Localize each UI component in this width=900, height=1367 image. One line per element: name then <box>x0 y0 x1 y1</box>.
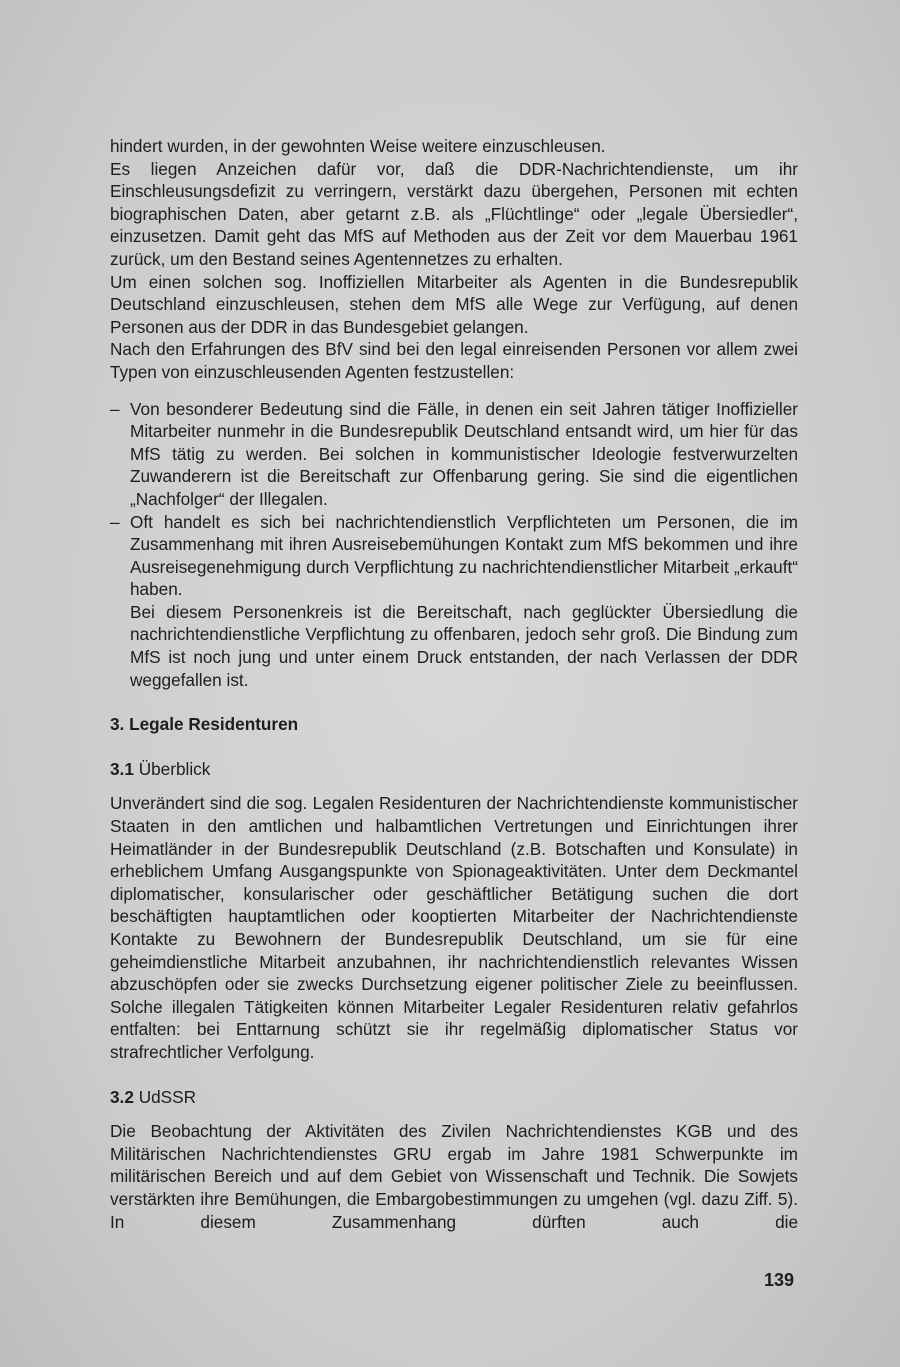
bullet-list <box>110 398 798 601</box>
subsection-title: UdSSR <box>138 1086 196 1107</box>
paragraph: Die Beobachtung der Aktivitäten des Zivilen Nachrichtendienstes KGB und des Militärischen Nachrichtendienstes GRU ergab im Jahre 1981 Schwerpunkte im militärischen Bereich und auf dem Gebiet von Wissenschaft und Technik. Die Sowjets verstärkten ihre Bemühungen, die Embargobestimmungen zu umgehen (vgl. dazu Ziff. 5). In diesem Zusammenhang dürften auch die <box>110 1121 798 1232</box>
list-followup-paragraph: Bei diesem Personenkreis ist die Bereitschaft, nach geglückter Übersiedlung die nachrichtendienstliche Verpflichtung zu offenbaren, jedoch sehr groß. Die Bindung zum MfS ist noch jung und unter einem Druck entstanden, der nach Verlassen der DDR weggefallen ist. <box>130 601 798 690</box>
list-item <box>110 398 798 511</box>
list-item-text: Oft handelt es sich bei nachrichtendienstlich Verpflichteten um Personen, die im Zusammenhang mit ihren Ausreisebemühungen Kontakt zum MfS bekommen und ihre Ausreisegenehmigung durch Verpflichtung zu nachrichtendienstlicher Mitarbeit „erkauft“ haben. <box>130 511 798 600</box>
dash-marker: – <box>110 398 120 419</box>
subsection-heading <box>110 758 798 781</box>
paragraph: Um einen solchen sog. Inoffiziellen Mitarbeiter als Agenten in die Bundesrepublik Deutschland einzuschleusen, stehen dem MfS alle Wege zur Verfügung, auf denen Personen aus der DDR in das Bundesgebiet gelangen. <box>110 271 798 337</box>
page-number: 139 <box>764 1270 795 1290</box>
page-body <box>110 135 798 1233</box>
paragraph: Es liegen Anzeichen dafür vor, daß die DDR-Nachrichtendienste, um ihr Einschleusungsdefizit zu verringern, verstärkt dazu übergehen, Personen mit echten biographischen Daten, aber getarnt z.B. als „Flüchtlinge“ oder „legale Übersiedler“, einzusetzen. Damit geht das MfS auf Methoden aus der Zeit vor dem Mauerbau 1961 zurück, um den Bestand seines Agentennetzes zu erhalten. <box>110 158 798 269</box>
subsection-number: 3.2 <box>110 1086 134 1107</box>
subsection-title: Überblick <box>138 758 211 779</box>
section-heading: 3. Legale Residenturen <box>110 714 299 735</box>
list-item-text: Von besonderer Bedeutung sind die Fälle, in denen ein seit Jahren tätiger Inoffizieller Mitarbeiter nunmehr in die Bundesrepublik Deutschland entsandt wird, um hier für das MfS tätig zu werden. Bei solchen in kommunistischer Ideologie festverwurzelten Zuwanderern ist die Bereitschaft zur Offenbarung gering. Sie sind die eigentlichen „Nachfolger“ der Illegalen. <box>130 398 798 509</box>
paragraph: hindert wurden, in der gewohnten Weise weitere einzuschleusen. <box>110 136 606 156</box>
subsection-heading <box>110 1086 798 1109</box>
dash-marker: – <box>110 511 120 532</box>
paragraph: Nach den Erfahrungen des BfV sind bei den legal einreisenden Personen vor allem zwei Typen von einzuschleusenden Agenten festzustellen: <box>110 339 798 382</box>
paragraph: Unverändert sind die sog. Legalen Residenturen der Nachrichtendienste kommunistischer Staaten in den amtlichen und halbamtlichen Vertretungen und Einrichtungen ihrer Heimatländer in der Bundesrepublik Deutschland (z.B. Botschaften und Konsulate) in erheblichem Umfang Ausgangspunkte von Spionageaktivitäten. Unter dem Deckmantel diplomatischer, konsularischer oder geschäftlicher Betätigung suchen die dort beschäftigten hauptamtlichen oder kooptierten Mitarbeiter der Nachrichtendienste Kontakte zu Bewohnern der Bundesrepublik Deutschland, um sie für eine geheimdienstliche Mitarbeit anzubahnen, ihr nachrichtendienstlich relevantes Wissen abzuschöpfen oder sie zwecks Durchsetzung eigener politischer Ziele zu beeinflussen. Solche illegalen Tätigkeiten können Mitarbeiter Legaler Residenturen relativ gefahrlos entfalten: bei Enttarnung schützt sie ihr regelmäßig diplomatischer Status vor strafrechtlicher Verfolgung. <box>110 793 798 1062</box>
list-item <box>110 511 798 601</box>
subsection-number: 3.1 <box>110 758 134 779</box>
